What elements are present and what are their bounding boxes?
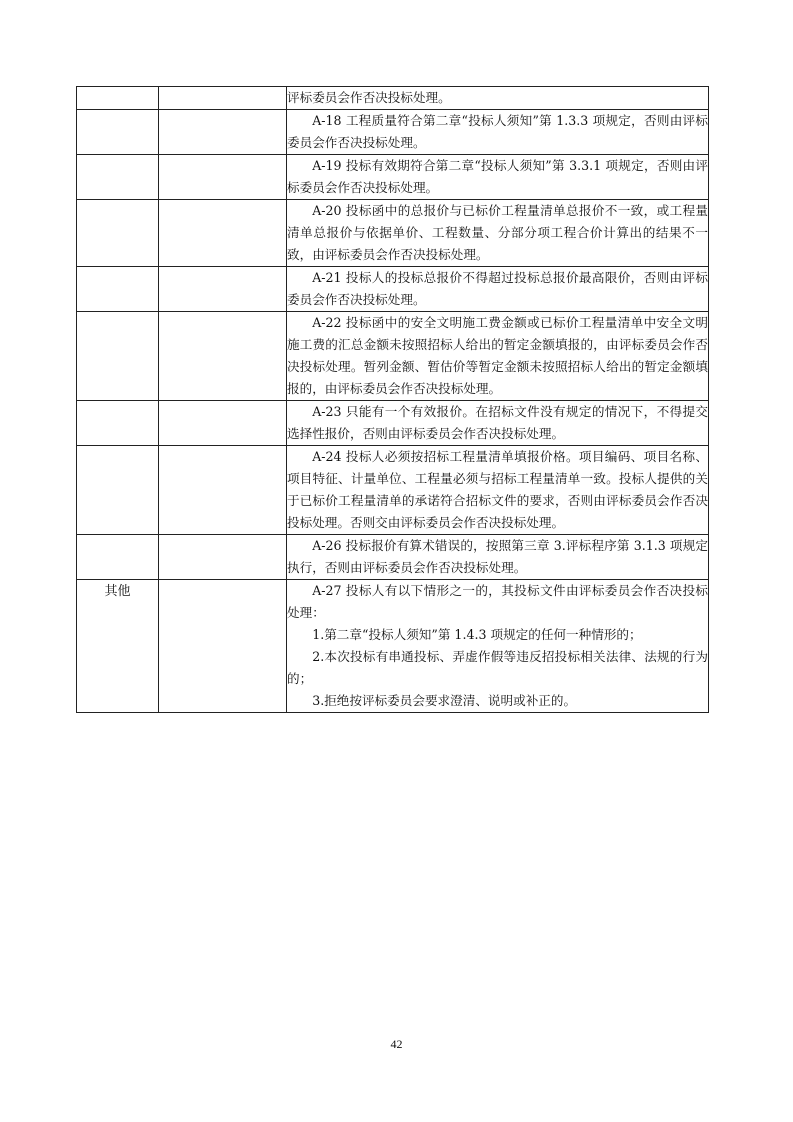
table-row (77, 200, 709, 267)
criterion-cell (287, 401, 709, 446)
category-cell (77, 87, 159, 110)
criterion-item: 1.第二章“投标人须知”第 1.4.3 项规定的任何一种情形的； (312, 627, 642, 642)
criterion-text: A-21 投标人的投标总报价不得超过投标总报价最高限价，否则由评标委员会作否决投标处理。 (287, 270, 708, 307)
category-cell (77, 401, 159, 446)
standard-cell (159, 200, 287, 267)
table-row (77, 446, 709, 535)
category-cell (77, 446, 159, 535)
table-row-other (77, 580, 709, 713)
standard-cell (159, 267, 287, 312)
table-row (77, 155, 709, 200)
criterion-text: A-27 投标人有以下情形之一的，其投标文件由评标委员会作否决投标处理： (287, 583, 708, 620)
standard-cell (159, 87, 287, 110)
criterion-text: 评标委员会作否决投标处理。 (287, 90, 451, 105)
standard-cell (159, 155, 287, 200)
standard-cell (159, 580, 287, 713)
criterion-item: 2.本次投标有串通投标、弄虚作假等违反招投标相关法律、法规的行为的； (287, 649, 708, 686)
page-number: 42 (390, 1037, 403, 1051)
criterion-text: A-24 投标人必须按招标工程量清单填报价格。项目编码、项目名称、项目特征、计量单位、工程量必须与招标工程量清单一致。投标人提供的关于已标价工程量清单的承诺符合招标文件的要求，否则由评标委员会作否决投标处理。否则交由评标委员会作否决投标处理。 (287, 449, 708, 530)
category-cell (77, 535, 159, 580)
criterion-cell (287, 87, 709, 110)
table-row (77, 110, 709, 155)
criterion-cell (287, 200, 709, 267)
criteria-table (76, 86, 709, 713)
standard-cell (159, 401, 287, 446)
criterion-text: A-19 投标有效期符合第二章“投标人须知”第 3.3.1 项规定，否则由评标委员会作否决投标处理。 (287, 158, 708, 195)
criteria-table-body (77, 87, 709, 713)
standard-cell (159, 110, 287, 155)
table-row (77, 535, 709, 580)
criterion-cell (287, 267, 709, 312)
category-cell (77, 155, 159, 200)
criterion-cell (287, 535, 709, 580)
criterion-text: A-18 工程质量符合第二章“投标人须知”第 1.3.3 项规定，否则由评标委员会作否决投标处理。 (287, 113, 708, 150)
criterion-cell (287, 155, 709, 200)
category-cell (77, 267, 159, 312)
standard-cell (159, 446, 287, 535)
criterion-text: A-22 投标函中的安全文明施工费金额或已标价工程量清单中安全文明施工费的汇总金额未按照招标人给出的暂定金额填报的，由评标委员会作否决投标处理。暂列金额、暂估价等暂定金额未按照招标人给出的暂定金额填报的，由评标委员会作否决投标处理。 (287, 315, 708, 396)
table-row (77, 312, 709, 401)
criterion-cell (287, 110, 709, 155)
criterion-text: A-20 投标函中的总报价与已标价工程量清单总报价不一致，或工程量清单总报价与依据单价、工程数量、分部分项工程合价计算出的结果不一致，由评标委员会作否决投标处理。 (287, 203, 708, 262)
criterion-cell (287, 580, 709, 713)
table-row (77, 267, 709, 312)
standard-cell (159, 535, 287, 580)
table-row (77, 401, 709, 446)
category-cell (77, 110, 159, 155)
criterion-item: 3.拒绝按评标委员会要求澄清、说明或补正的。 (312, 693, 577, 708)
table-row (77, 87, 709, 110)
category-cell (77, 312, 159, 401)
criterion-cell (287, 312, 709, 401)
criterion-text: A-23 只能有一个有效报价。在招标文件没有规定的情况下，不得提交选择性报价，否则由评标委员会作否决投标处理。 (287, 404, 708, 441)
category-cell (77, 200, 159, 267)
criterion-cell (287, 446, 709, 535)
category-label-other: 其他 (77, 580, 159, 713)
standard-cell (159, 312, 287, 401)
criterion-text: A-26 投标报价有算术错误的，按照第三章 3.评标程序第 3.1.3 项规定执行，否则由评标委员会作否决投标处理。 (287, 538, 708, 575)
